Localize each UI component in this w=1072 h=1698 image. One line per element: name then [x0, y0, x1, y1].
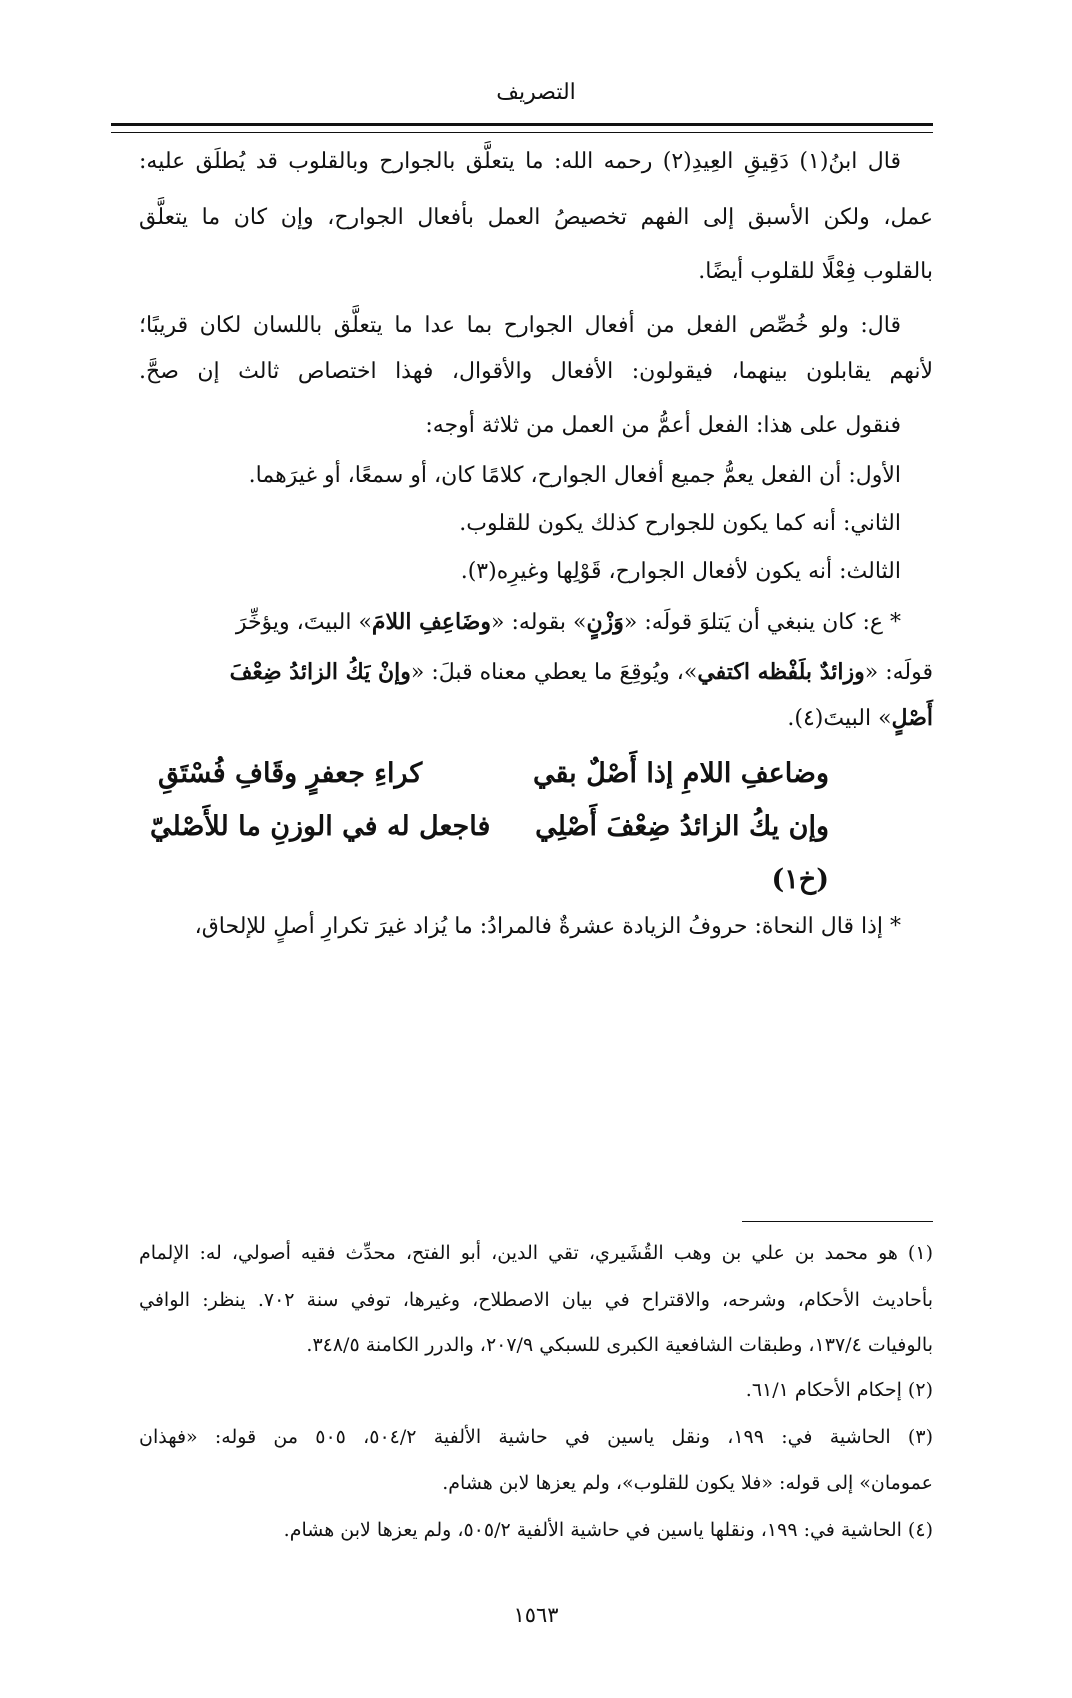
verse-hemistich-1b: كراءِ جعفرٍ وقَافِ فُسْتَقِ [158, 758, 423, 789]
footnote-line: عمومان» إلى قوله: «فلا يكون للقلوب»، ولم يعزها لابن هشام. [442, 1472, 933, 1494]
body-line: قال ابنُ(١) دَقِيقِ العِيدِ(٢) رحمه الله: ما يتعلَّق بالجوارح وبالقلوب قد يُطلَق عليه: [139, 149, 901, 174]
body-line: الثالث: أنه يكون لأفعال الجوارح، قَوْلِها وغيرِه(٣). [460, 559, 901, 584]
page-number: ١٥٦٣ [513, 1603, 559, 1627]
body-line: لأنهم يقابلون بينهما، فيقولون: الأفعال والأقوال، فهذا اختصاص ثالث إن صحَّ. [139, 359, 933, 384]
footnote-line: بالوفيات ١٣٧/٤، وطبقات الشافعية الكبرى للسبكي ٢٠٧/٩، والدرر الكامنة ٣٤٨/٥. [306, 1334, 933, 1356]
header-rule-thick [111, 123, 933, 126]
verse-hemistich-1a: وضاعفِ اللامِ إذا أَصْلٌ بقي [533, 758, 829, 789]
header-rule-thin [111, 132, 933, 133]
footnote-line: (٣) الحاشية في: ١٩٩، ونقل ياسين في حاشية الألفية ٥٠٤/٢، ٥٠٥ من قوله: «فهذان [139, 1426, 933, 1448]
manuscript-mark: (خ١) [771, 864, 829, 895]
body-line: قولَه: «وزائدٌ بلَفْظه اكتفي»، ويُوقِعَ ما يعطي معناه قبلَ: «وإنْ يَكُ الزائدُ ضِعْفَ [229, 659, 933, 685]
footnote-line: (٤) الحاشية في: ١٩٩، ونقلها ياسين في حاشية الألفية ٥٠٥/٢، ولم يعزها لابن هشام. [283, 1519, 933, 1541]
footnote-line: (٢) إحكام الأحكام ٦١/١. [745, 1379, 933, 1401]
body-line: عمل، ولكن الأسبق إلى الفهم تخصيصُ العمل بأفعال الجوارح، وإن كان ما يتعلَّق [139, 205, 933, 230]
verse-hemistich-2a: وإن يكُ الزائدُ ضِعْفَ أَصْلِي [535, 811, 829, 842]
body-line: * إذا قال النحاة: حروفُ الزيادة عشرةٌ فالمرادُ: ما يُزاد غيرَ تكرارِ أصلٍ للإلحاق، [194, 914, 901, 939]
verse-hemistich-2b: فاجعل له في الوزنِ ما للأَصْليّ [150, 811, 491, 842]
body-line: * ع: كان ينبغي أن يَتلوَ قولَه: «وَزْنٍ» بقوله: «وضَاعِفِ اللامَ» البيتَ، ويؤخِّرَ [235, 609, 901, 635]
footnote-separator [742, 1221, 933, 1222]
body-line: الثاني: أنه كما يكون للجوارح كذلك يكون للقلوب. [459, 511, 901, 536]
body-line: بالقلوب فِعْلًا للقلوب أيضًا. [698, 259, 933, 284]
footnote-line: (١) هو محمد بن علي بن وهب القُشَيري، تقي الدين، أبو الفتح، محدِّث فقيه أصولي، له: الإلمام [139, 1242, 933, 1264]
body-line: أَصْلٍ» البيتَ(٤). [787, 705, 933, 731]
body-line: قال: ولو خُصِّص الفعل من أفعال الجوارح بما عدا ما يتعلَّق باللسان لكان قريبًا؛ [139, 313, 901, 338]
footnote-line: بأحاديث الأحكام، وشرحه، والاقتراح في بيان الاصطلاح، وغيرها، توفي سنة ٧٠٢. ينظر: الوافي [139, 1289, 933, 1311]
body-line: الأول: أن الفعل يعمُّ جميع أفعال الجوارح، كلامًا كان، أو سمعًا، أو غيرَهما. [248, 463, 901, 488]
body-line: فنقول على هذا: الفعل أعمُّ من العمل من ثلاثة أوجه: [425, 413, 901, 438]
running-header: التصريف [496, 80, 576, 105]
